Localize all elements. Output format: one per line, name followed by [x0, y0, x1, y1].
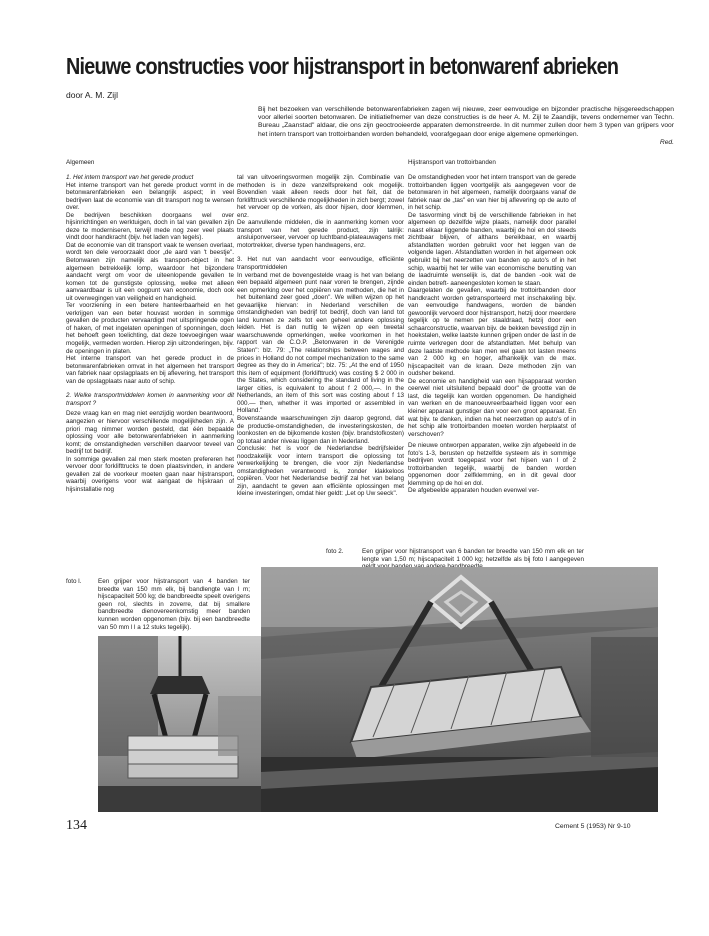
photo-2-label: foto 2. — [326, 548, 344, 555]
intro-text: Bij het bezoeken van verschillende betonwarenfabrieken zagen wij nieuwe, zeer eenvoudige en bijzonder practische hijsgereedschappen voor allerlei soorten betonwaren. De initiatiefnemer van deze constructies is de heer A. M. Zijl te Zaandijk, tevens ondernemer van Techn. Bureau „Zaanstad" aldaar, die ons zijn geoctrooieerde apparaten demonstreerde. In dit nummer zullen door hem 3 typen van grijpers voor het intern transport van trottoirbanden worden behandeld, voorafgegaan door enige algemene opmerkingen. — [258, 106, 674, 138]
paragraph: Conclusie: het is voor de Nederlandse bedrijfsleider noodzakelijk voor intern transport die oplossing tot verwerkelijking te brengen, die voor zijn Nederlandse omstandigheden verantwoord is, zonder klakkeloos copiëren. Voor het Nederlandse bedrijf zal het van belang zijn, aandacht te geven aan efficiënte oplossingen met kleine investeringen, omdat hier geldt: „Let op Uw seeck". — [237, 445, 404, 498]
paragraph: tal van uitvoeringsvormen mogelijk zijn. Combinatie van methoden is in deze vanzelfsprekend ook mogelijk. Bovendien vaak alleen reeds door het feit, dat de forklifttruck verschillende mogelijkheden in zich bergt; zowel het vervoer op de vorken, als door hijsen, door klemmen, enz. — [237, 174, 404, 219]
paragraph: De economie en handigheid van een hijsapparaat worden ceerwel niet uitsluitend bepaald door" de grootte van de last, die tegelijk kan worden opgenomen. De handigheid van werken en de manoeuvreerbaarheid liggen voor een kleiner apparaat gunstiger dan voor een groot apparaat. En wat bijv. te denken, indien na het neerzetten op auto's of in het schip alle trottoirbanden moeten worden herplaatst of verschoven? — [408, 377, 576, 438]
subheading: 2. Welke transportmiddelen komen in aanmerking voor dit transport ? — [66, 392, 234, 407]
photo-2-caption: Een grijper voor hijstransport van 6 banden ter breedte van 150 mm elk en ter lengte van 1,50 m; hijscapaciteit 1 000 kg; hetzelfde als bij foto l aangegeven — [362, 548, 584, 563]
paragraph: Bovenstaande waarschuwingen zijn daarop gegrond, dat de productie-omstandigheden, de investeringskosten, de loonkosten en de bijkomende kosten (bijv. brandstofkosten) op totaal ander niveau liggen dan in Nederland. — [237, 414, 404, 445]
photo-1-label: foto l. — [66, 578, 82, 585]
paragraph: Het interne transport van het gerede product vormt in de betonwarenfabrieken een belangrijk aspect; in veel bedrijven laat de economie van dit transport nog te wensen over. — [66, 181, 234, 212]
section-heading-hijstransport: Hijstransport van trottoirbanden — [408, 159, 496, 166]
photo-1 — [98, 636, 262, 812]
journal-citation: Cement 5 (1953) Nr 9-10 — [555, 823, 631, 830]
text-column-3 — [408, 174, 576, 495]
paragraph: Daargelaten de gevallen, waarbij de trottoirbanden door handkracht worden getransporteerd met inschakeling bijv. van eenvoudige handwagens, worden de banden gewoonlijk vervoerd door hijstransport, hetzij door meerdere tegelijk op te nemen per staaldraad, hetzij door een schaarconstructie, waarvan bijv. de bekken bevestigd zijn in hoekstalen, welke laatste kunnen grijpen onder de last in de ruimte verkregen door de afstandlatten. Met behulp van deze laatste methode kan men wel gaan tot lasten meens van 2 000 kg en hoger, afhankelijk van de max. hijscapaciteit van de kraan. Deze methoden zijn van oudsher bekend. — [408, 287, 576, 378]
page-number: 134 — [66, 818, 87, 833]
photo-2-image — [261, 567, 658, 812]
author-line: door A. M. Zijl — [66, 90, 118, 100]
paragraph: De nieuwe ontworpen apparaten, welke zijn afgebeeld in de foto's 1-3, berusten op hetzelfde systeem als in sommige bedrijven wordt toegepast voor het hijsen van l of 2 trottoirbanden tegelijk, waarbij de banden worden opgenomen door zelfklemming, en in dit geval door klemming op de hoi en dol. — [408, 442, 576, 487]
text-column-1 — [66, 174, 234, 493]
paragraph: De aanvullende middelen, die in aanmerking komen voor transport van het gerede product, zijn talrijk: ansluiponverseer, vervoer op luchtband-plateauwagens met motortrekker, diverse typen handwagens, enz. — [237, 219, 404, 249]
paragraph: In sommige gevallen zal men sterk moeten prefereren het vervoer door forklifttrucks te doen plaatsvinden, in andere gevallen zal de voorkeur moeten gaan naar hijstransport, waarbij overigens voor wat aangaat de hijskraan of hijsinstallatie nog — [66, 455, 234, 493]
paragraph: De afgebeelde apparaten houden evenwel ver- — [408, 487, 540, 495]
paragraph: Deze vraag kan en mag niet eenzijdig worden beantwoord, aangezien er hiervoor verschillende mogelijkheden zijn. A priori mag nimmer worden gesteld, dat één bepaalde oplossing voor alle betonwarenfabrieken in aanmerking komt; de omstandigheden verschillen daarvoor teveel van bedrijf tot bedrijf. — [66, 410, 234, 456]
subheading: 3. Het nut van aandacht voor eenvoudige, efficiënte transportmiddelen — [237, 256, 404, 272]
editorial-intro — [258, 106, 674, 147]
section-heading-algemeen: Algemeen — [66, 159, 95, 166]
paragraph: Ter voorziening in een betere hanteerbaarheid en het verkrijgen van een beter houvast worden in sommige gevallen de producten vervaardigd met uitspringende ogen of haken, of met ingelaten openingen of sponningen, doch het behoeft geen toelichting, dat deze toevoegingen waar mogelijk, vermeden worden. Hierop zijn uitzonderingen, bijv. de openingen in platen. — [66, 302, 234, 355]
paragraph: Dat de economie van dit transport vaak te wensen overlaat, wordt ten dele veroorzaakt door „de aard van 't beestje". Betonwaren zijn namelijk als transport-object in het algemeen betrekkelijk lomp, waardoor het bijzondere aandacht vergt om voor de uiteenlopende gevallen te komen tot de gunstigste oplossing, welke met alleen aanvaardbaar is uit een oogpunt van economie, doch ook uit overwegingen van veiligheid en handigheid. — [66, 241, 234, 302]
article-title: Nieuwe constructies voor hijstransport in betonwarenf abrieken — [66, 53, 619, 79]
text-column-2 — [237, 174, 404, 498]
paragraph: Het interne transport van het gerede product in de betonwarenfabrieken omvat in het algemeen het transport van fabriek naar opslagplaats en bij aflevering, het transport van de opslagplaats naar auto of schip. — [66, 355, 234, 385]
intro-signature: Red. — [659, 138, 674, 146]
paragraph: De omstandigheden voor het intern transport van de gerede trottoirbanden liggen voortgelijk als aangegeven voor de betonwaren in het algemeen, namelijk doorgaans vanaf de fabriek naar de „tas" en van hier bij aflevering op de auto of in het schip. — [408, 174, 576, 212]
photo-1-image — [98, 636, 262, 812]
paragraph: De bedrijven beschikken doorgaans wel over hijsinrichtingen en werktuigen, doch in tal van gevallen zijn deze te moderniseren, terwijl mede nog zeer veel plaats vindt door handkracht (bijv. het laden van tegels). — [66, 211, 234, 242]
subheading: 1. Het intern transport van het gerede product — [66, 174, 194, 181]
paragraph: In verband met de bovengestelde vraag is het van belang een bepaald algemeen punt naar voren te brengen, zijnde een opmerking over het copiëren van methoden, die het in het buitenland zeer goed „doen". We willen wijzen op het gevaarlijke hiervan: in Nederland verschillen de omstandigheden van bedrijf tot bedrijf, doch van land tot land kunnen ze zelfs tot een geheel andere oplossing leiden. Het is dan nuttig te wijzen op een tweetal waarschuwende opmerkingen, welke voorkomen in het rapport van de C.O.P. „Betonwaren in de Verenigde Staten": blz. 79: „The relationships between wages and prices in Holland do not compel mechanization to the same degree as they do in America"; blz. 75: „At the end of 1950 this item of equipment (forklifttruck) was costing $ 2 000 in the States, which considering the standard of living in the larger cities, is equivalent to about f 2 000,—. In the Netherlands, an item of this sort was costing about f 13 000.— then, whether it was imported or assembled in Holland." — [237, 271, 404, 415]
photo-2 — [261, 567, 658, 812]
paragraph: De tasvorming vindt bij de verschillende fabrieken in het algemeen op dezelfde wijze plaats, namelijk door parallel naast elkaar liggende banden, waarbij de hoi en dol steeds zichtbaar blijven, of althans bereikbaar, en waarbij afstandlatten worden gebruikt voor het leggen van de volgende lagen. Afstandlatten worden in het algemeen ook gebruikt bij het neerzetten van banden op auto's of in het schip, waarbij het ter wille van economische benutting van de laadruimte wenselijk is, dat de banden -ook wat de einden betreft- aaneengesloten komen te staan. — [408, 211, 576, 287]
photo-1-caption: Een grijper voor hijstransport van 4 banden ter breedte van 150 mm elk, bij bandlengte van l m; hijscapaciteit 500 kg; de bandbreedte speelt overigens geen rol, slechts in zoverre, dat bij smallere bandbreedte dienovereenkomstig meer banden kunnen worden opgenomen (bijv. bij een bandbreedte van 50 mm l l a 12 stuks tegelijk). — [98, 578, 250, 631]
